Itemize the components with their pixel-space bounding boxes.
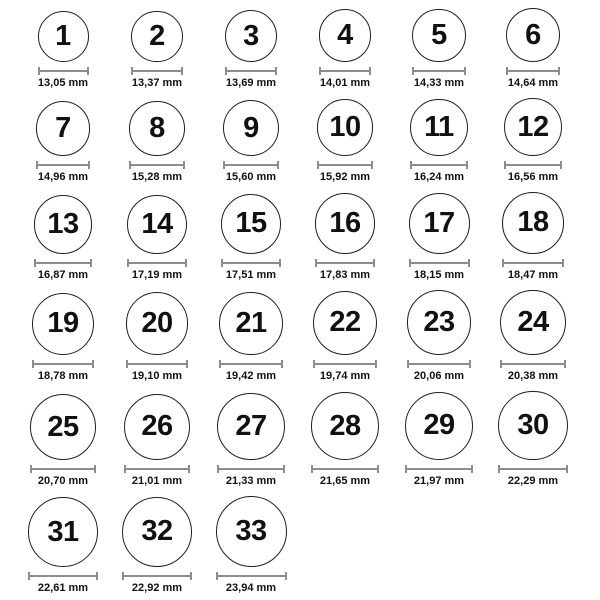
- ring-size-item: [392, 193, 486, 282]
- ring-circle: [28, 497, 98, 567]
- ring-circle: [315, 193, 375, 253]
- diameter-label: 14,33 mm: [413, 77, 465, 90]
- chart-row: [16, 496, 600, 595]
- diameter-label: 19,10 mm: [131, 370, 183, 382]
- ring-circle: [412, 9, 466, 63]
- diameter-measure-line: [122, 572, 192, 580]
- ring-size-number: 8: [149, 111, 165, 144]
- ring-size-number: 26: [141, 410, 173, 443]
- ring-size-item: [110, 11, 204, 91]
- ring-size-item: [298, 193, 392, 281]
- ring-size-item: [16, 394, 110, 488]
- diameter-label: 22,29 mm: [507, 475, 559, 488]
- ring-circle: [502, 192, 564, 254]
- diameter-measure-line: [38, 67, 89, 75]
- diameter-label: 20,06 mm: [413, 370, 465, 382]
- diameter-measure-line: [223, 161, 279, 169]
- diameter-label: 18,78 mm: [37, 370, 89, 382]
- diameter-measure-line: [30, 465, 96, 473]
- ring-size-number: 9: [243, 111, 259, 144]
- diameter-measure-line: [506, 67, 560, 75]
- diameter-label: 17,51 mm: [225, 268, 277, 281]
- ring-size-number: 23: [423, 306, 455, 339]
- ring-size-item: [392, 392, 486, 489]
- ring-size-item: [16, 293, 110, 383]
- ring-size-number: 27: [235, 410, 267, 442]
- diameter-measure-line: [405, 465, 474, 473]
- ring-size-item: [392, 290, 486, 383]
- ring-size-item: [204, 496, 298, 595]
- diameter-measure-line: [407, 360, 472, 368]
- diameter-measure-line: [317, 161, 374, 169]
- ring-circle: [311, 392, 379, 460]
- ring-size-number: 30: [517, 409, 549, 442]
- ring-size-number: 28: [329, 409, 361, 442]
- diameter-measure-line: [34, 259, 93, 267]
- diameter-label: 16,56 mm: [507, 171, 559, 183]
- ring-size-number: 16: [329, 206, 361, 239]
- ring-size-number: 13: [47, 207, 79, 240]
- ring-circle: [219, 292, 283, 356]
- ring-circle: [217, 393, 284, 460]
- diameter-measure-line: [131, 67, 183, 75]
- diameter-measure-line: [502, 259, 564, 267]
- diameter-label: 21,97 mm: [413, 475, 465, 488]
- ring-size-item: [486, 290, 580, 383]
- ring-size-number: 20: [141, 307, 173, 340]
- ring-size-number: 2: [149, 19, 165, 52]
- diameter-measure-line: [313, 360, 377, 368]
- diameter-label: 14,01 mm: [319, 77, 371, 90]
- ring-size-item: [486, 98, 580, 184]
- ring-size-item: [298, 99, 392, 184]
- ring-size-number: 21: [235, 306, 267, 339]
- diameter-label: 16,87 mm: [37, 268, 89, 281]
- diameter-measure-line: [127, 259, 186, 267]
- ring-size-number: 12: [517, 110, 549, 143]
- diameter-label: 15,28 mm: [131, 171, 183, 183]
- diameter-label: 21,33 mm: [225, 475, 277, 488]
- ring-circle: [319, 9, 372, 62]
- ring-size-number: 4: [337, 19, 353, 52]
- ring-size-number: 15: [235, 207, 267, 240]
- diameter-label: 21,65 mm: [319, 475, 371, 488]
- chart-row: [16, 98, 600, 184]
- ring-circle: [498, 391, 567, 460]
- ring-size-item: [486, 8, 580, 90]
- diameter-label: 14,96 mm: [37, 171, 89, 183]
- diameter-measure-line: [36, 161, 91, 169]
- ring-size-item: [486, 391, 580, 488]
- ring-circle: [317, 99, 374, 156]
- diameter-measure-line: [319, 67, 372, 75]
- ring-circle: [38, 11, 89, 62]
- diameter-label: 22,92 mm: [131, 582, 183, 595]
- diameter-measure-line: [410, 161, 467, 169]
- ring-circle: [129, 101, 184, 156]
- ring-size-number: 1: [55, 20, 71, 53]
- diameter-measure-line: [217, 465, 284, 473]
- diameter-label: 13,37 mm: [131, 77, 183, 90]
- diameter-measure-line: [32, 360, 94, 368]
- diameter-measure-line: [219, 360, 283, 368]
- diameter-measure-line: [500, 360, 565, 368]
- ring-circle: [225, 10, 277, 62]
- ring-size-number: 25: [47, 410, 79, 443]
- diameter-measure-line: [412, 67, 466, 75]
- ring-circle: [410, 99, 467, 156]
- ring-circle: [407, 290, 472, 355]
- diameter-label: 19,74 mm: [319, 370, 371, 382]
- ring-size-item: [110, 497, 204, 595]
- diameter-label: 15,60 mm: [225, 171, 277, 183]
- diameter-measure-line: [126, 360, 189, 368]
- ring-circle: [122, 497, 192, 567]
- ring-size-number: 29: [423, 409, 455, 442]
- ring-circle: [126, 292, 189, 355]
- diameter-measure-line: [129, 161, 184, 169]
- chart-row: [16, 391, 600, 488]
- ring-circle: [127, 195, 186, 254]
- ring-circle: [34, 195, 93, 254]
- ring-size-number: 33: [235, 515, 267, 548]
- ring-circle: [506, 8, 560, 62]
- ring-size-item: [204, 10, 298, 90]
- diameter-label: 22,61 mm: [37, 582, 89, 595]
- diameter-label: 17,19 mm: [131, 268, 183, 281]
- ring-circle: [124, 394, 191, 461]
- diameter-measure-line: [409, 259, 470, 267]
- ring-size-number: 24: [517, 305, 549, 338]
- diameter-measure-line: [216, 572, 287, 580]
- ring-size-number: 19: [47, 307, 79, 340]
- ring-size-number: 22: [329, 306, 361, 339]
- ring-circle: [500, 290, 565, 355]
- ring-size-item: [204, 194, 298, 282]
- ring-circle: [409, 193, 470, 254]
- diameter-label: 15,92 mm: [319, 171, 371, 183]
- ring-size-number: 31: [47, 515, 79, 548]
- ring-size-number: 14: [141, 207, 173, 240]
- ring-size-item: [16, 497, 110, 595]
- ring-size-item: [204, 393, 298, 488]
- ring-circle: [223, 100, 279, 156]
- diameter-measure-line: [504, 161, 562, 169]
- ring-size-item: [298, 291, 392, 383]
- ring-circle: [313, 291, 377, 355]
- ring-circle: [30, 394, 96, 460]
- ring-size-item: [486, 192, 580, 282]
- ring-size-number: 6: [525, 18, 541, 51]
- diameter-label: 19,42 mm: [225, 370, 277, 382]
- diameter-label: 20,38 mm: [507, 370, 559, 382]
- diameter-label: 20,70 mm: [37, 475, 89, 488]
- ring-size-item: [204, 100, 298, 184]
- diameter-measure-line: [28, 572, 98, 580]
- diameter-measure-line: [225, 67, 277, 75]
- ring-size-item: [16, 11, 110, 90]
- ring-size-item: [16, 101, 110, 184]
- diameter-measure-line: [315, 259, 375, 267]
- ring-circle: [504, 98, 562, 156]
- chart-row: [16, 192, 600, 282]
- diameter-measure-line: [498, 465, 567, 473]
- ring-size-item: [298, 392, 392, 488]
- diameter-label: 16,24 mm: [413, 171, 465, 183]
- diameter-label: 17,83 mm: [319, 268, 371, 281]
- ring-size-item: [392, 9, 486, 91]
- diameter-label: 18,47 mm: [507, 268, 559, 281]
- diameter-label: 14,64 mm: [507, 77, 559, 90]
- ring-size-item: [110, 292, 204, 383]
- ring-size-number: 7: [55, 112, 71, 145]
- ring-circle: [36, 101, 91, 156]
- ring-size-number: 17: [423, 206, 455, 239]
- ring-size-number: 10: [329, 111, 361, 144]
- ring-size-number: 18: [517, 206, 549, 239]
- ring-size-item: [110, 101, 204, 184]
- ring-size-number: 3: [243, 19, 259, 52]
- diameter-measure-line: [221, 259, 281, 267]
- ring-size-item: [392, 99, 486, 184]
- ring-circle: [131, 11, 183, 63]
- diameter-label: 18,15 mm: [413, 268, 465, 281]
- ring-size-number: 5: [431, 18, 447, 51]
- ring-size-item: [16, 195, 110, 282]
- ring-size-item: [204, 292, 298, 384]
- chart-row: [16, 8, 600, 90]
- ring-circle: [221, 194, 281, 254]
- ring-size-item: [110, 394, 204, 489]
- diameter-label: 13,69 mm: [225, 77, 277, 90]
- ring-circle: [405, 392, 474, 461]
- ring-size-number: 32: [141, 515, 173, 548]
- ring-size-item: [110, 195, 204, 282]
- ring-circle: [32, 293, 94, 355]
- diameter-measure-line: [311, 465, 379, 473]
- ring-size-number: 11: [424, 110, 454, 143]
- diameter-measure-line: [124, 465, 191, 473]
- diameter-label: 23,94 mm: [225, 582, 277, 595]
- chart-row: [16, 290, 600, 383]
- diameter-label: 21,01 mm: [131, 475, 183, 488]
- ring-size-item: [298, 9, 392, 90]
- diameter-label: 13,05 mm: [37, 77, 89, 90]
- ring-circle: [216, 496, 287, 567]
